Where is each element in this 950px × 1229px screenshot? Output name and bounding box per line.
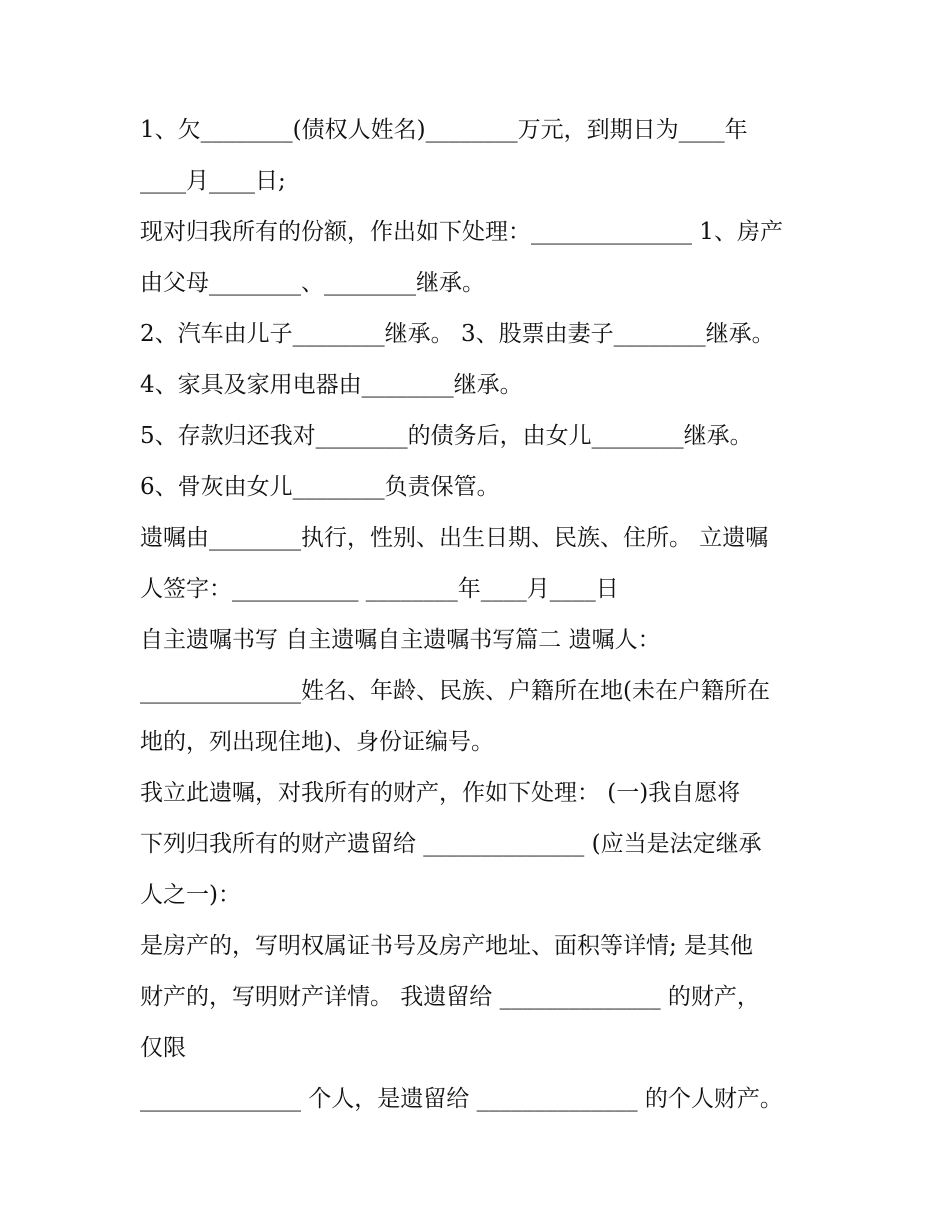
text-line: ______________ 个人，是遗留给 ______________ 的个人财产。 [140,1086,783,1112]
text-line: 1、欠________(债权人姓名)________万元，到期日为____年 [140,117,748,143]
text-line: 仅限 [140,1035,186,1061]
text-line: 遗嘱由________执行，性别、出生日期、民族、住所。 立遗嘱 [140,525,769,551]
document-body [140,105,820,1125]
text-line: 4、家具及家用电器由________继承。 [140,372,523,398]
text-line: 人签字：___________ ________年____月____日 [140,576,619,602]
text-line: ______________姓名、年龄、民族、户籍所在地(未在户籍所在 [140,678,770,704]
text-line: ____月____日; [140,168,286,194]
text-line: 6、骨灰由女儿________负责保管。 [140,474,500,500]
text-line: 由父母________、________继承。 [140,270,485,296]
text-line: 现对归我所有的份额，作出如下处理：______________ 1、房产 [140,219,783,245]
text-line: 下列归我所有的财产遗留给 ______________ (应当是法定继承 [140,831,762,857]
text-line: 财产的，写明财产详情。 我遗留给 ______________ 的财产， [140,984,760,1010]
text-line: 自主遗嘱书写 自主遗嘱自主遗嘱书写篇二 遗嘱人： [140,627,661,653]
text-line: 是房产的，写明权属证书号及房产地址、面积等详情; 是其他 [140,933,754,959]
text-line: 我立此遗嘱，对我所有的财产，作如下处理： (一)我自愿将 [140,780,741,806]
text-line: 地的，列出现住地)、身份证编号。 [140,729,494,755]
text-line: 5、存款归还我对________的债务后，由女儿________继承。 [140,423,753,449]
text-line: 2、汽车由儿子________继承。 3、股票由妻子________继承。 [140,321,775,347]
text-line: 人之一)： [140,882,241,908]
